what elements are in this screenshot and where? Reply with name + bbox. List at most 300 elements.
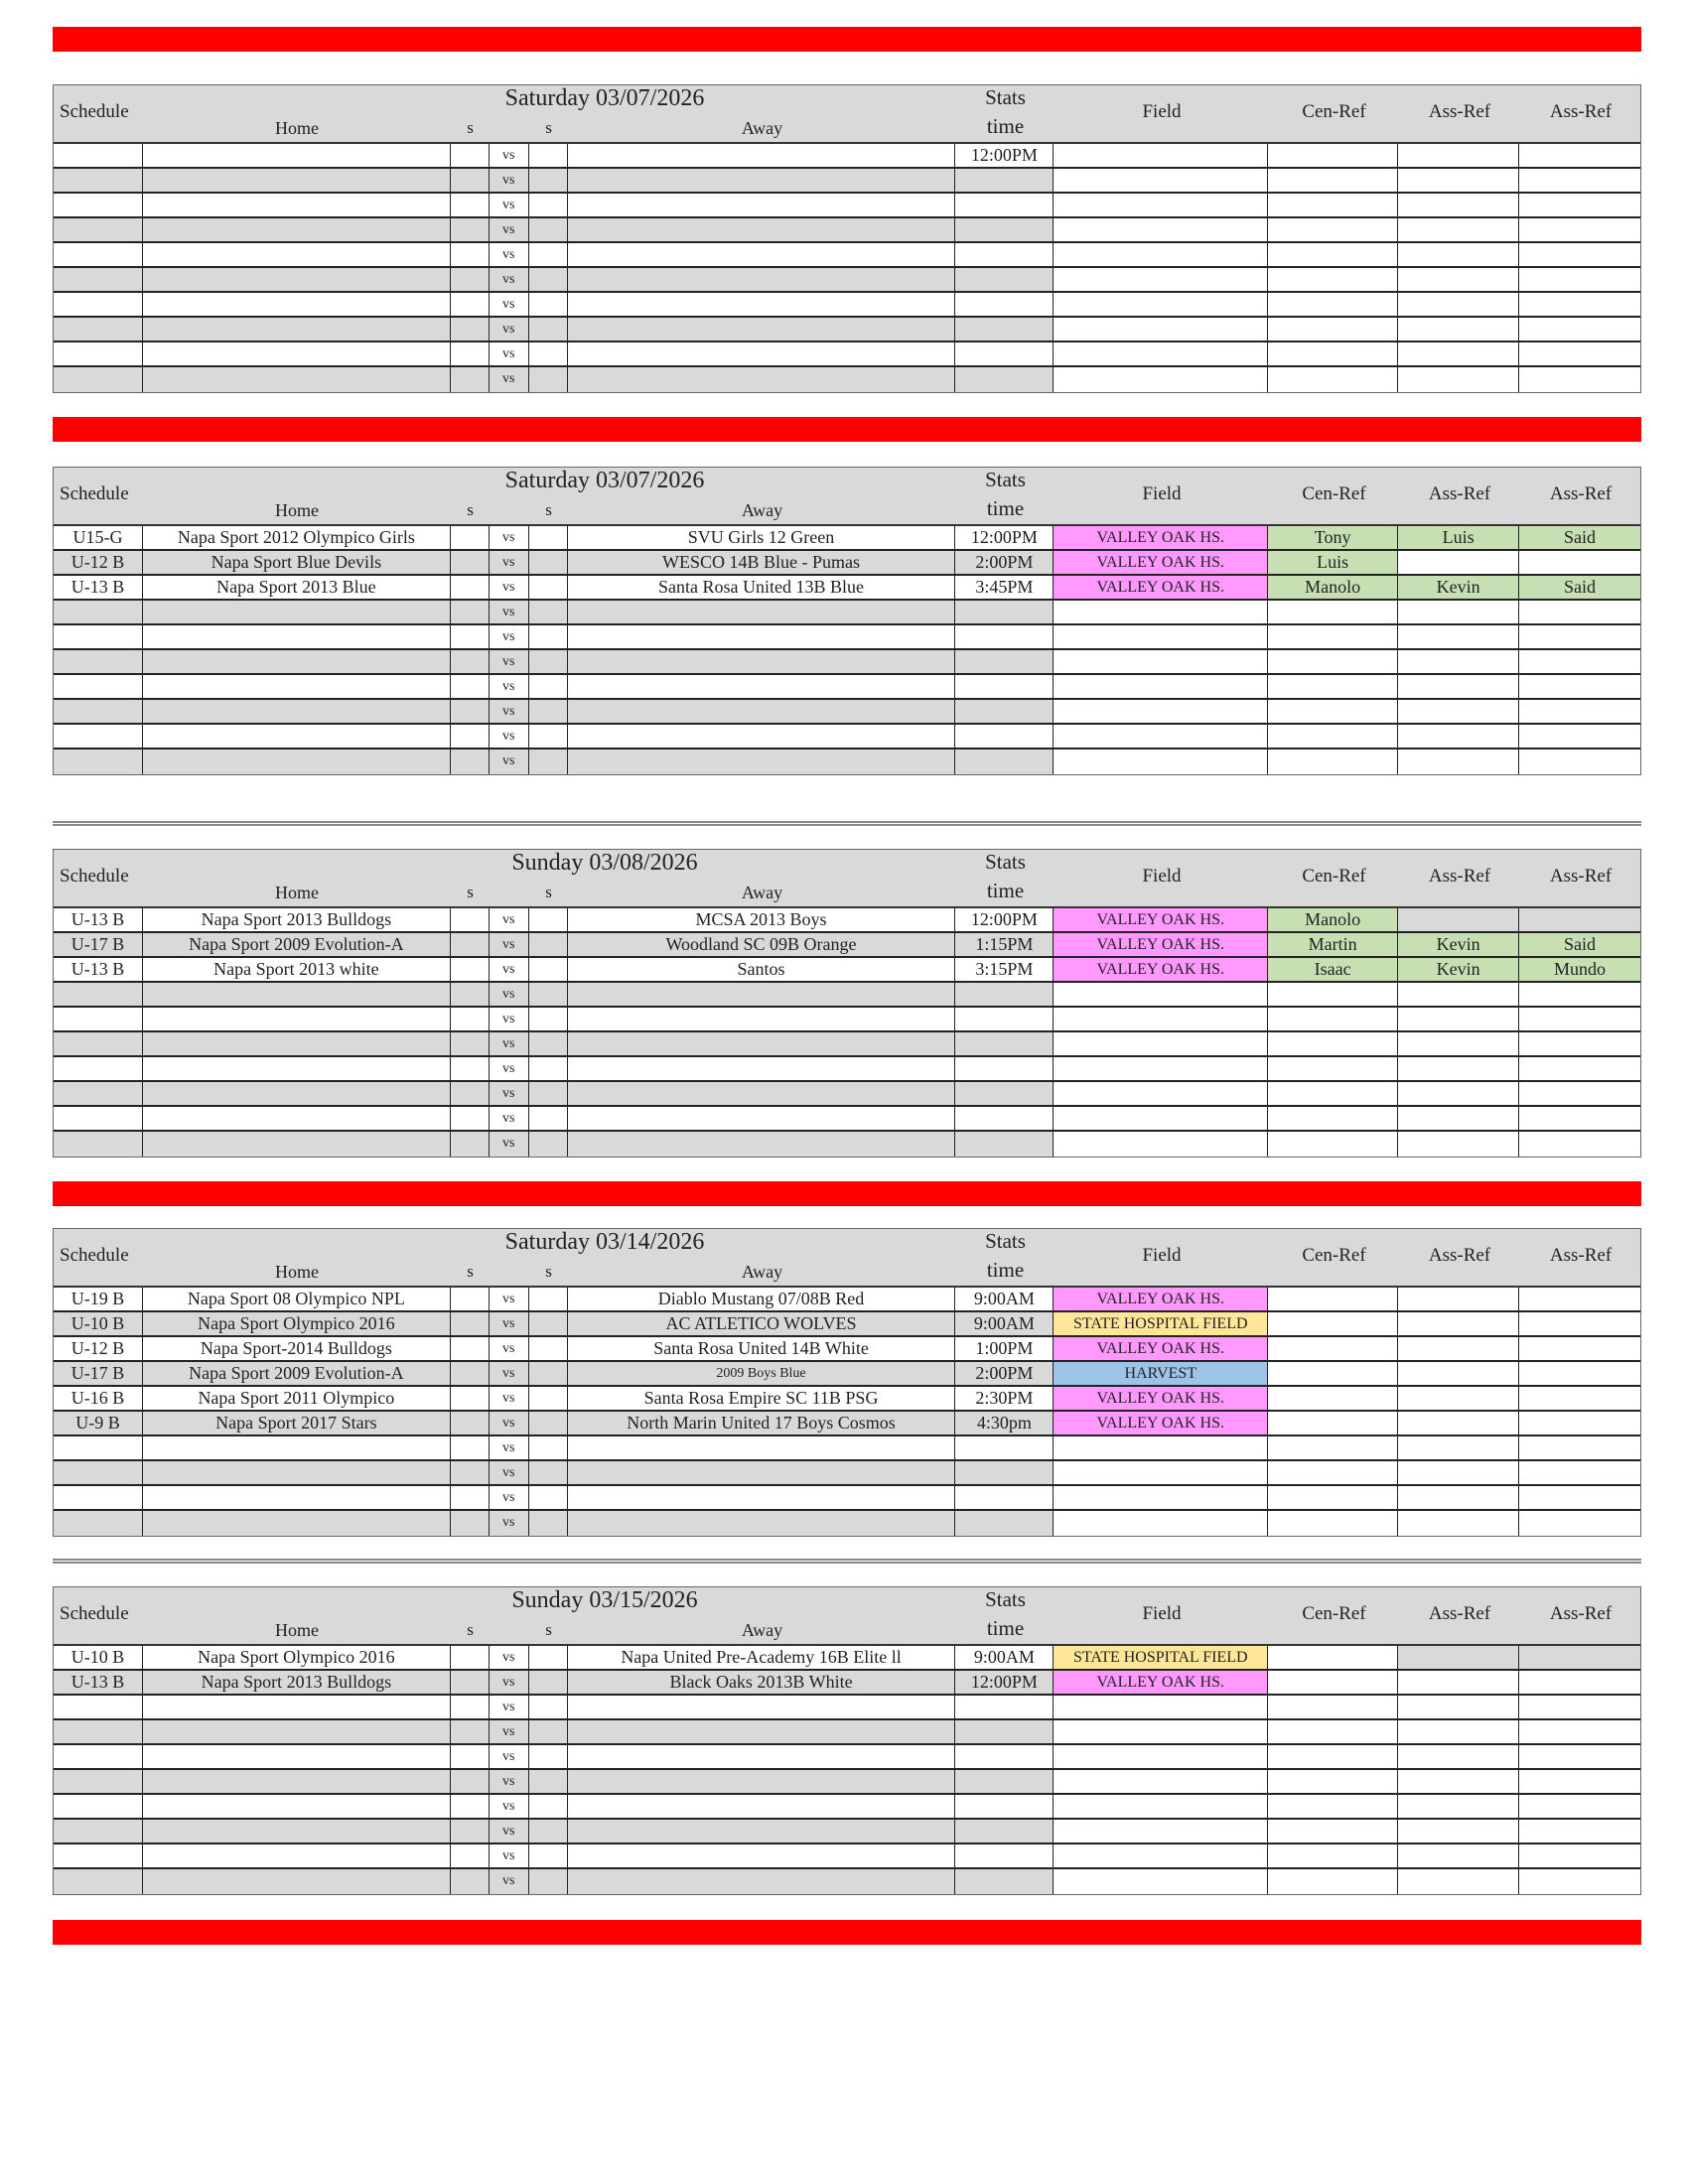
assistant-ref-1-cell xyxy=(1398,1312,1519,1335)
away-team-cell xyxy=(568,1795,956,1818)
header-away-score: s xyxy=(545,118,552,137)
field-cell: VALLEY OAK HS. xyxy=(1054,933,1268,956)
header-away: Away xyxy=(741,1262,783,1282)
away-score-cell xyxy=(529,218,568,241)
field-cell xyxy=(1054,675,1268,698)
field-cell xyxy=(1054,367,1268,392)
vs-label: vs xyxy=(490,958,529,981)
age-group-cell xyxy=(54,601,143,623)
home-score-cell xyxy=(451,169,490,192)
header-assistant-ref-2: Ass-Ref xyxy=(1549,866,1613,887)
age-group-cell: U-10 B xyxy=(54,1646,143,1669)
center-ref-cell xyxy=(1268,1057,1398,1080)
away-score-cell xyxy=(529,194,568,216)
assistant-ref-1-cell xyxy=(1398,342,1519,365)
header-home-score: s xyxy=(467,500,474,519)
game-time-cell: 9:00AM xyxy=(955,1288,1054,1310)
header-time: time xyxy=(986,496,1025,520)
game-time-cell: 9:00AM xyxy=(955,1312,1054,1335)
vs-label: vs xyxy=(490,293,529,316)
header-home-score: s xyxy=(467,1262,474,1281)
header-field: Field xyxy=(1142,101,1182,122)
game-time-cell xyxy=(955,675,1054,698)
home-score-cell xyxy=(451,908,490,931)
assistant-ref-1-cell xyxy=(1398,1032,1519,1055)
vs-label: vs xyxy=(490,1032,529,1055)
age-group-cell xyxy=(54,194,143,216)
home-score-cell xyxy=(451,601,490,623)
away-team-cell: Santa Rosa United 14B White xyxy=(568,1337,956,1360)
vs-label: vs xyxy=(490,750,529,774)
away-team-cell: WESCO 14B Blue - Pumas xyxy=(568,551,956,574)
double-divider-line xyxy=(53,1559,1641,1564)
center-ref-cell xyxy=(1268,243,1398,266)
header-home: Home xyxy=(275,883,319,902)
table-row xyxy=(54,526,1640,551)
assistant-ref-2-cell: Said xyxy=(1519,933,1640,956)
away-team-cell xyxy=(568,1696,956,1718)
center-ref-cell xyxy=(1268,1082,1398,1105)
vs-label: vs xyxy=(490,1671,529,1694)
away-score-cell xyxy=(529,1082,568,1105)
age-group-cell xyxy=(54,1844,143,1867)
assistant-ref-2-cell xyxy=(1519,1844,1640,1867)
center-ref-cell: Manolo xyxy=(1268,908,1398,931)
age-group-cell xyxy=(54,1032,143,1055)
table-row xyxy=(54,194,1640,218)
away-score-cell xyxy=(529,1770,568,1793)
age-group-cell: U-13 B xyxy=(54,576,143,599)
game-time-cell xyxy=(955,1132,1054,1157)
assistant-ref-2-cell xyxy=(1519,169,1640,192)
home-score-cell xyxy=(451,700,490,723)
away-score-cell xyxy=(529,650,568,673)
vs-label: vs xyxy=(490,342,529,365)
away-team-cell xyxy=(568,625,956,648)
home-team-cell: Napa Sport 2009 Evolution-A xyxy=(143,933,451,956)
game-time-cell: 2:30PM xyxy=(955,1387,1054,1410)
game-time-cell: 2:00PM xyxy=(955,551,1054,574)
assistant-ref-2-cell xyxy=(1519,1107,1640,1130)
header-assistant-ref-2: Ass-Ref xyxy=(1549,483,1613,504)
table-row xyxy=(54,1337,1640,1362)
header-home-score: s xyxy=(467,1620,474,1639)
away-team-cell: 2009 Boys Blue xyxy=(568,1362,956,1385)
away-score-cell xyxy=(529,1844,568,1867)
table-row xyxy=(54,243,1640,268)
home-score-cell xyxy=(451,243,490,266)
assistant-ref-1-cell xyxy=(1398,1082,1519,1105)
assistant-ref-2-cell xyxy=(1519,983,1640,1006)
header-assistant-ref-1: Ass-Ref xyxy=(1428,483,1491,504)
away-team-cell xyxy=(568,1770,956,1793)
field-cell: HARVEST xyxy=(1054,1362,1268,1385)
home-score-cell xyxy=(451,342,490,365)
table-row xyxy=(54,1671,1640,1696)
assistant-ref-2-cell xyxy=(1519,1362,1640,1385)
table-row xyxy=(54,551,1640,576)
away-team-cell: Santa Rosa Empire SC 11B PSG xyxy=(568,1387,956,1410)
away-team-cell xyxy=(568,144,956,167)
age-group-cell: U-13 B xyxy=(54,1671,143,1694)
assistant-ref-2-cell xyxy=(1519,367,1640,392)
away-team-cell xyxy=(568,218,956,241)
age-group-cell xyxy=(54,218,143,241)
assistant-ref-1-cell xyxy=(1398,1486,1519,1509)
vs-label: vs xyxy=(490,1461,529,1484)
home-score-cell xyxy=(451,675,490,698)
assistant-ref-1-cell xyxy=(1398,367,1519,392)
assistant-ref-1-cell xyxy=(1398,218,1519,241)
away-score-cell xyxy=(529,342,568,365)
table-row xyxy=(54,625,1640,650)
assistant-ref-2-cell xyxy=(1519,1387,1640,1410)
away-team-cell xyxy=(568,1511,956,1536)
game-time-cell xyxy=(955,1511,1054,1536)
table-row xyxy=(54,983,1640,1008)
assistant-ref-2-cell xyxy=(1519,1720,1640,1743)
game-time-cell xyxy=(955,1107,1054,1130)
center-ref-cell xyxy=(1268,1362,1398,1385)
home-team-cell xyxy=(143,1082,451,1105)
home-score-cell xyxy=(451,1032,490,1055)
home-team-cell: Napa Sport 2012 Olympico Girls xyxy=(143,526,451,549)
away-score-cell xyxy=(529,1671,568,1694)
home-score-cell xyxy=(451,1436,490,1459)
home-team-cell xyxy=(143,144,451,167)
table-row xyxy=(54,293,1640,318)
home-team-cell xyxy=(143,1844,451,1867)
assistant-ref-2-cell xyxy=(1519,1511,1640,1536)
away-team-cell xyxy=(568,1107,956,1130)
home-team-cell: Napa Sport 2013 Bulldogs xyxy=(143,908,451,931)
vs-label: vs xyxy=(490,908,529,931)
home-score-cell xyxy=(451,526,490,549)
away-score-cell xyxy=(529,933,568,956)
home-team-cell xyxy=(143,1511,451,1536)
vs-label: vs xyxy=(490,367,529,392)
home-team-cell xyxy=(143,1132,451,1157)
game-time-cell: 12:00PM xyxy=(955,908,1054,931)
field-cell: VALLEY OAK HS. xyxy=(1054,908,1268,931)
away-team-cell: Santos xyxy=(568,958,956,981)
away-score-cell xyxy=(529,675,568,698)
vs-label: vs xyxy=(490,1387,529,1410)
assistant-ref-2-cell xyxy=(1519,601,1640,623)
schedule-date: Sunday 03/15/2026 xyxy=(511,1587,698,1613)
game-time-cell: 9:00AM xyxy=(955,1646,1054,1669)
assistant-ref-2-cell xyxy=(1519,650,1640,673)
assistant-ref-2-cell xyxy=(1519,1312,1640,1335)
center-ref-cell xyxy=(1268,1387,1398,1410)
header-assistant-ref-2: Ass-Ref xyxy=(1549,1603,1613,1624)
assistant-ref-2-cell xyxy=(1519,1337,1640,1360)
home-team-cell: Napa Sport 08 Olympico NPL xyxy=(143,1288,451,1310)
vs-label: vs xyxy=(490,1770,529,1793)
header-assistant-ref-1: Ass-Ref xyxy=(1428,101,1491,122)
home-score-cell xyxy=(451,1132,490,1157)
game-time-cell xyxy=(955,1486,1054,1509)
field-cell: VALLEY OAK HS. xyxy=(1054,526,1268,549)
field-cell: VALLEY OAK HS. xyxy=(1054,1671,1268,1694)
away-team-cell xyxy=(568,1008,956,1030)
vs-label: vs xyxy=(490,243,529,266)
field-cell xyxy=(1054,144,1268,167)
vs-label: vs xyxy=(490,983,529,1006)
home-team-cell xyxy=(143,983,451,1006)
assistant-ref-2-cell xyxy=(1519,908,1640,931)
age-group-cell xyxy=(54,293,143,316)
center-ref-cell xyxy=(1268,601,1398,623)
age-group-cell xyxy=(54,983,143,1006)
away-team-cell: Diablo Mustang 07/08B Red xyxy=(568,1288,956,1310)
vs-label: vs xyxy=(490,650,529,673)
away-team-cell: Santa Rosa United 13B Blue xyxy=(568,576,956,599)
red-divider-bar xyxy=(53,1181,1641,1206)
field-cell xyxy=(1054,1820,1268,1843)
away-score-cell xyxy=(529,1057,568,1080)
center-ref-cell xyxy=(1268,625,1398,648)
assistant-ref-2-cell xyxy=(1519,243,1640,266)
field-cell xyxy=(1054,1008,1268,1030)
game-time-cell xyxy=(955,750,1054,774)
home-team-cell xyxy=(143,675,451,698)
red-divider-bar xyxy=(53,27,1641,52)
header-time: time xyxy=(986,879,1025,902)
home-score-cell xyxy=(451,1745,490,1768)
center-ref-cell xyxy=(1268,1032,1398,1055)
away-team-cell xyxy=(568,1844,956,1867)
assistant-ref-1-cell xyxy=(1398,551,1519,574)
away-score-cell xyxy=(529,1511,568,1536)
away-team-cell: Woodland SC 09B Orange xyxy=(568,933,956,956)
center-ref-cell xyxy=(1268,194,1398,216)
assistant-ref-2-cell xyxy=(1519,1412,1640,1434)
table-row xyxy=(54,1646,1640,1671)
field-cell xyxy=(1054,318,1268,341)
vs-label: vs xyxy=(490,1820,529,1843)
game-time-cell xyxy=(955,194,1054,216)
field-cell: VALLEY OAK HS. xyxy=(1054,1412,1268,1434)
assistant-ref-1-cell xyxy=(1398,601,1519,623)
center-ref-cell xyxy=(1268,675,1398,698)
field-cell xyxy=(1054,650,1268,673)
age-group-cell: U-19 B xyxy=(54,1288,143,1310)
table-row xyxy=(54,576,1640,601)
age-group-cell: U-17 B xyxy=(54,1362,143,1385)
header-center-ref: Cen-Ref xyxy=(1302,866,1366,887)
field-cell xyxy=(1054,218,1268,241)
home-team-cell: Napa Sport Olympico 2016 xyxy=(143,1646,451,1669)
field-cell xyxy=(1054,1057,1268,1080)
away-team-cell xyxy=(568,983,956,1006)
vs-label: vs xyxy=(490,725,529,748)
assistant-ref-2-cell xyxy=(1519,551,1640,574)
assistant-ref-1-cell xyxy=(1398,675,1519,698)
field-cell: VALLEY OAK HS. xyxy=(1054,1288,1268,1310)
table-row xyxy=(54,1461,1640,1486)
age-group-cell: U-10 B xyxy=(54,1312,143,1335)
away-score-cell xyxy=(529,1312,568,1335)
away-score-cell xyxy=(529,526,568,549)
field-cell xyxy=(1054,268,1268,291)
vs-label: vs xyxy=(490,1288,529,1310)
home-team-cell: Napa Sport 2013 Blue xyxy=(143,576,451,599)
away-score-cell xyxy=(529,958,568,981)
home-score-cell xyxy=(451,1646,490,1669)
game-time-cell xyxy=(955,650,1054,673)
field-cell xyxy=(1054,293,1268,316)
table-row xyxy=(54,1032,1640,1057)
center-ref-cell: Martin xyxy=(1268,933,1398,956)
game-time-cell: 3:15PM xyxy=(955,958,1054,981)
assistant-ref-1-cell xyxy=(1398,1436,1519,1459)
game-time-cell xyxy=(955,1820,1054,1843)
home-team-cell xyxy=(143,1461,451,1484)
game-time-cell xyxy=(955,1696,1054,1718)
away-team-cell xyxy=(568,700,956,723)
vs-label: vs xyxy=(490,1362,529,1385)
center-ref-cell xyxy=(1268,1671,1398,1694)
game-time-cell: 1:15PM xyxy=(955,933,1054,956)
game-time-cell xyxy=(955,700,1054,723)
table-row xyxy=(54,1795,1640,1820)
age-group-cell: U-12 B xyxy=(54,1337,143,1360)
assistant-ref-1-cell xyxy=(1398,1720,1519,1743)
age-group-cell xyxy=(54,169,143,192)
home-team-cell xyxy=(143,169,451,192)
age-group-cell xyxy=(54,1107,143,1130)
header-assistant-ref-2: Ass-Ref xyxy=(1549,1245,1613,1266)
home-team-cell xyxy=(143,625,451,648)
table-row xyxy=(54,218,1640,243)
vs-label: vs xyxy=(490,1795,529,1818)
assistant-ref-1-cell xyxy=(1398,1511,1519,1536)
center-ref-cell xyxy=(1268,1486,1398,1509)
assistant-ref-2-cell xyxy=(1519,1696,1640,1718)
away-team-cell xyxy=(568,367,956,392)
home-team-cell: Napa Sport 2013 Bulldogs xyxy=(143,1671,451,1694)
game-time-cell: 12:00PM xyxy=(955,526,1054,549)
away-score-cell xyxy=(529,1107,568,1130)
field-cell xyxy=(1054,1696,1268,1718)
assistant-ref-2-cell xyxy=(1519,1008,1640,1030)
assistant-ref-1-cell xyxy=(1398,1288,1519,1310)
home-score-cell xyxy=(451,1720,490,1743)
age-group-cell xyxy=(54,1132,143,1157)
vs-label: vs xyxy=(490,1412,529,1434)
game-time-cell xyxy=(955,243,1054,266)
assistant-ref-1-cell xyxy=(1398,908,1519,931)
age-group-cell: U15-G xyxy=(54,526,143,549)
home-score-cell xyxy=(451,1696,490,1718)
away-team-cell xyxy=(568,1132,956,1157)
game-time-cell: 1:00PM xyxy=(955,1337,1054,1360)
header-stats: Stats xyxy=(985,850,1026,874)
home-score-cell xyxy=(451,625,490,648)
center-ref-cell xyxy=(1268,700,1398,723)
home-team-cell xyxy=(143,700,451,723)
table-row xyxy=(54,1745,1640,1770)
header-center-ref: Cen-Ref xyxy=(1302,483,1366,504)
vs-label: vs xyxy=(490,1082,529,1105)
home-team-cell xyxy=(143,725,451,748)
game-time-cell xyxy=(955,342,1054,365)
header-home: Home xyxy=(275,118,319,138)
header-away-score: s xyxy=(545,1262,552,1281)
field-cell xyxy=(1054,1770,1268,1793)
home-score-cell xyxy=(451,1387,490,1410)
field-cell xyxy=(1054,725,1268,748)
away-score-cell xyxy=(529,1288,568,1310)
vs-label: vs xyxy=(490,1008,529,1030)
field-cell xyxy=(1054,750,1268,774)
field-cell xyxy=(1054,1795,1268,1818)
field-cell xyxy=(1054,625,1268,648)
center-ref-cell: Isaac xyxy=(1268,958,1398,981)
field-cell: VALLEY OAK HS. xyxy=(1054,958,1268,981)
center-ref-cell xyxy=(1268,1820,1398,1843)
game-time-cell xyxy=(955,1461,1054,1484)
schedule-table xyxy=(53,1228,1641,1537)
assistant-ref-1-cell xyxy=(1398,1412,1519,1434)
home-team-cell xyxy=(143,1008,451,1030)
assistant-ref-2-cell xyxy=(1519,1770,1640,1793)
game-time-cell xyxy=(955,1032,1054,1055)
center-ref-cell xyxy=(1268,1646,1398,1669)
away-team-cell xyxy=(568,650,956,673)
table-row xyxy=(54,958,1640,983)
away-score-cell xyxy=(529,1436,568,1459)
assistant-ref-1-cell xyxy=(1398,1671,1519,1694)
header-away: Away xyxy=(741,500,783,520)
header-away-score: s xyxy=(545,1620,552,1639)
away-score-cell xyxy=(529,908,568,931)
home-score-cell xyxy=(451,268,490,291)
header-field: Field xyxy=(1142,866,1182,887)
vs-label: vs xyxy=(490,1720,529,1743)
home-score-cell xyxy=(451,551,490,574)
vs-label: vs xyxy=(490,268,529,291)
home-team-cell: Napa Sport-2014 Bulldogs xyxy=(143,1337,451,1360)
game-time-cell: 3:45PM xyxy=(955,576,1054,599)
header-assistant-ref-1: Ass-Ref xyxy=(1428,1603,1491,1624)
age-group-cell: U-17 B xyxy=(54,933,143,956)
schedule-table xyxy=(53,467,1641,775)
vs-label: vs xyxy=(490,1132,529,1157)
header-time: time xyxy=(986,1258,1025,1282)
away-score-cell xyxy=(529,725,568,748)
game-time-cell xyxy=(955,983,1054,1006)
vs-label: vs xyxy=(490,700,529,723)
center-ref-cell xyxy=(1268,1770,1398,1793)
home-team-cell xyxy=(143,601,451,623)
away-team-cell xyxy=(568,601,956,623)
header-away: Away xyxy=(741,883,783,902)
center-ref-cell xyxy=(1268,1795,1398,1818)
away-score-cell xyxy=(529,1362,568,1385)
table-row xyxy=(54,169,1640,194)
table-row xyxy=(54,675,1640,700)
age-group-cell xyxy=(54,342,143,365)
assistant-ref-1-cell xyxy=(1398,1132,1519,1157)
assistant-ref-2-cell xyxy=(1519,342,1640,365)
age-group-cell: U-13 B xyxy=(54,908,143,931)
center-ref-cell xyxy=(1268,1107,1398,1130)
age-group-cell xyxy=(54,700,143,723)
assistant-ref-2-cell xyxy=(1519,1436,1640,1459)
header-assistant-ref-1: Ass-Ref xyxy=(1428,866,1491,887)
